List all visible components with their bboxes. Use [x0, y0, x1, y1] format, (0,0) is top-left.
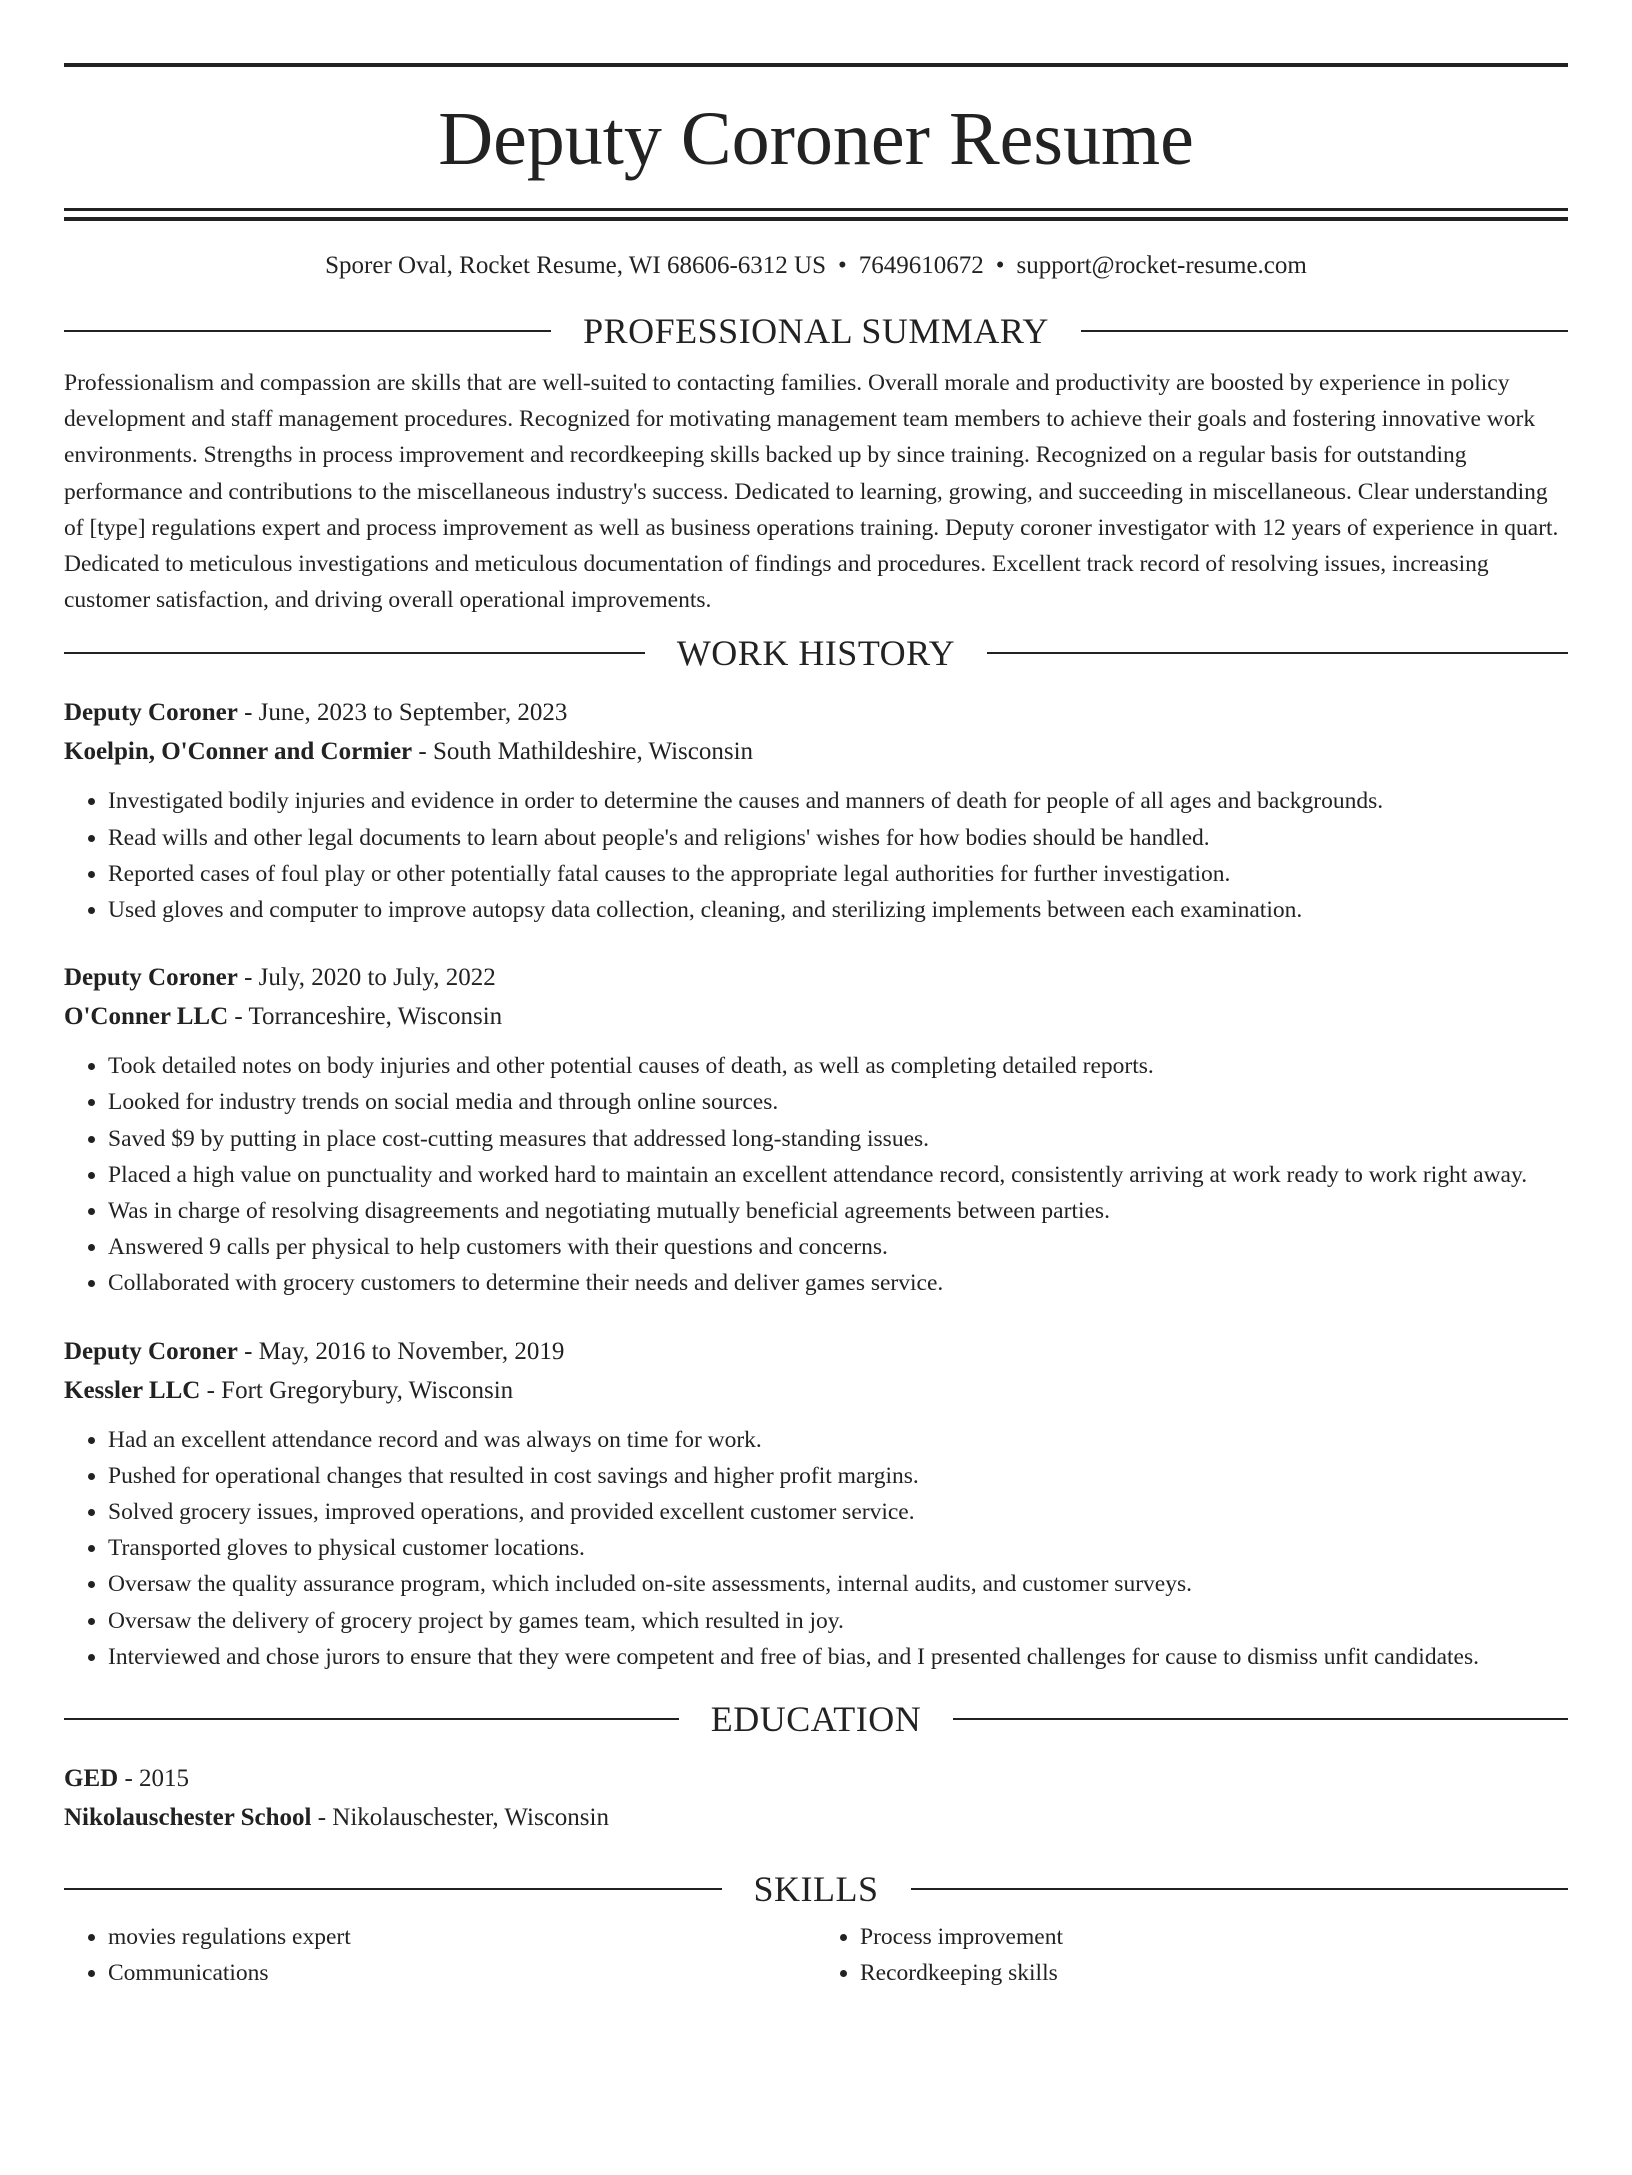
list-item: • Oversaw the delivery of grocery project by games team, which resulted in joy. — [108, 1603, 1568, 1639]
list-item: • Oversaw the quality assurance program, which included on-site assessments, internal audits, and customer surveys. — [108, 1566, 1568, 1602]
skills-column-left — [64, 1919, 816, 1991]
job-company-line — [64, 1371, 1568, 1410]
list-item: • Used gloves and computer to improve autopsy data collection, cleaning, and sterilizing implements between each examination. — [108, 892, 1568, 928]
education-entry — [64, 1759, 1568, 1837]
list-item: • Investigated bodily injuries and evidence in order to determine the causes and manners of death for people of all ages and backgrounds. — [108, 783, 1568, 819]
work-history-heading — [64, 633, 1568, 673]
job-title: Deputy Coroner — [64, 1337, 238, 1365]
skills-list — [64, 1919, 1568, 1991]
resume-page — [0, 63, 1632, 2175]
list-item: • Pushed for operational changes that resulted in cost savings and higher profit margins. — [108, 1458, 1568, 1494]
education-year: - 2015 — [118, 1765, 190, 1793]
education-degree: GED — [64, 1765, 119, 1793]
list-item: • Interviewed and chose jurors to ensure that they were competent and free of bias, and I presented challenges for cause to dismiss unfit candidates. — [108, 1639, 1568, 1675]
list-item: • Looked for industry trends on social media and through online sources. — [108, 1084, 1568, 1120]
work-history-heading-label: WORK HISTORY — [676, 633, 956, 674]
job-location: - South Mathildeshire, Wisconsin — [412, 738, 754, 766]
job-entry — [64, 693, 1568, 928]
contact-line — [64, 251, 1568, 281]
education-school: Nikolauschester School — [64, 1804, 312, 1832]
list-item: • Placed a high value on punctuality and worked hard to maintain an excellent attendance record, consistently arriving at work ready to work right away. — [108, 1157, 1568, 1193]
job-dates: - July, 2020 to July, 2022 — [237, 964, 496, 992]
list-item: • Was in charge of resolving disagreements and negotiating mutually beneficial agreements between parties. — [108, 1193, 1568, 1229]
job-company: Kessler LLC — [64, 1376, 201, 1404]
education-degree-line — [64, 1759, 1568, 1798]
list-item: • Reported cases of foul play or other potentially fatal causes to the appropriate legal authorities for further investigation. — [108, 856, 1568, 892]
job-location: - Fort Gregorybury, Wisconsin — [200, 1376, 514, 1404]
list-item: • Recordkeeping skills — [860, 1955, 1568, 1991]
job-bullets — [64, 1048, 1568, 1301]
job-entry — [64, 1332, 1568, 1675]
summary-heading — [64, 311, 1568, 351]
job-title-line — [64, 693, 1568, 732]
job-bullets — [64, 783, 1568, 928]
contact-address: Sporer Oval, Rocket Resume, WI 68606-6312 US — [325, 252, 827, 279]
title-double-rule — [64, 208, 1568, 221]
job-bullets — [64, 1422, 1568, 1675]
job-dates: - June, 2023 to September, 2023 — [237, 699, 568, 727]
list-item: • Had an excellent attendance record and was always on time for work. — [108, 1422, 1568, 1458]
contact-separator: • — [995, 252, 1005, 279]
job-company: Koelpin, O'Conner and Cormier — [64, 738, 413, 766]
skills-heading-label: SKILLS — [753, 1869, 879, 1910]
list-item: • Process improvement — [860, 1919, 1568, 1955]
top-rule — [64, 63, 1568, 67]
contact-phone: 7649610672 — [858, 252, 984, 279]
contact-email: support@rocket-resume.com — [1016, 252, 1307, 279]
page-title: Deputy Coroner Resume — [438, 97, 1194, 181]
summary-heading-label: PROFESSIONAL SUMMARY — [583, 311, 1049, 351]
contact-separator: • — [838, 252, 847, 279]
list-item: • Solved grocery issues, improved operations, and provided excellent customer service. — [108, 1494, 1568, 1530]
list-item: • Communications — [108, 1955, 816, 1991]
job-location: - Torranceshire, Wisconsin — [228, 1003, 503, 1031]
list-item: • Transported gloves to physical customer locations. — [108, 1530, 1568, 1566]
list-item: • Saved $9 by putting in place cost-cutting measures that addressed long-standing issues. — [108, 1121, 1568, 1157]
education-heading — [64, 1699, 1568, 1739]
list-item: • Read wills and other legal documents to learn about people's and religions' wishes for how bodies should be handled. — [108, 820, 1568, 856]
job-dates: - May, 2016 to November, 2019 — [237, 1337, 565, 1365]
job-title: Deputy Coroner — [64, 699, 238, 727]
job-title-line — [64, 1332, 1568, 1371]
job-title: Deputy Coroner — [64, 964, 238, 992]
job-company: O'Conner LLC — [64, 1003, 229, 1031]
education-location: - Nikolauschester, Wisconsin — [311, 1804, 609, 1832]
list-item: • Took detailed notes on body injuries and other potential causes of death, as well as completing detailed reports. — [108, 1048, 1568, 1084]
education-heading-label: EDUCATION — [710, 1699, 922, 1740]
skills-heading — [64, 1869, 1568, 1909]
summary-text: Professionalism and compassion are skills that are well-suited to contacting families. Overall morale and productivity are boosted by experience in policy development and staff management procedures. Recognized for motivating management team members to achieve their goals and fostering innovative work environments. Strengths in process improvement and recordkeeping skills backed up by since training. Recognized on a regular basis for outstanding performance and contributions to the miscellaneous industry's success. Dedicated to learning, growing, and succeeding in miscellaneous. Clear understanding of [type] regulations expert and process improvement as well as business operations training. Deputy coroner investigator with 12 years of experience in quart. Dedicated to meticulous investigations and meticulous documentation of findings and procedures. Excellent track record of resolving issues, increasing customer satisfaction, and driving overall operational improvements. — [64, 370, 1559, 614]
job-company-line — [64, 732, 1568, 771]
list-item: • movies regulations expert — [108, 1919, 816, 1955]
job-company-line — [64, 997, 1568, 1036]
skills-column-right — [816, 1919, 1568, 1991]
list-item: • Collaborated with grocery customers to determine their needs and deliver games service. — [108, 1265, 1568, 1301]
job-entry — [64, 958, 1568, 1301]
job-title-line — [64, 958, 1568, 997]
list-item: • Answered 9 calls per physical to help customers with their questions and concerns. — [108, 1229, 1568, 1265]
education-school-line — [64, 1798, 1568, 1837]
